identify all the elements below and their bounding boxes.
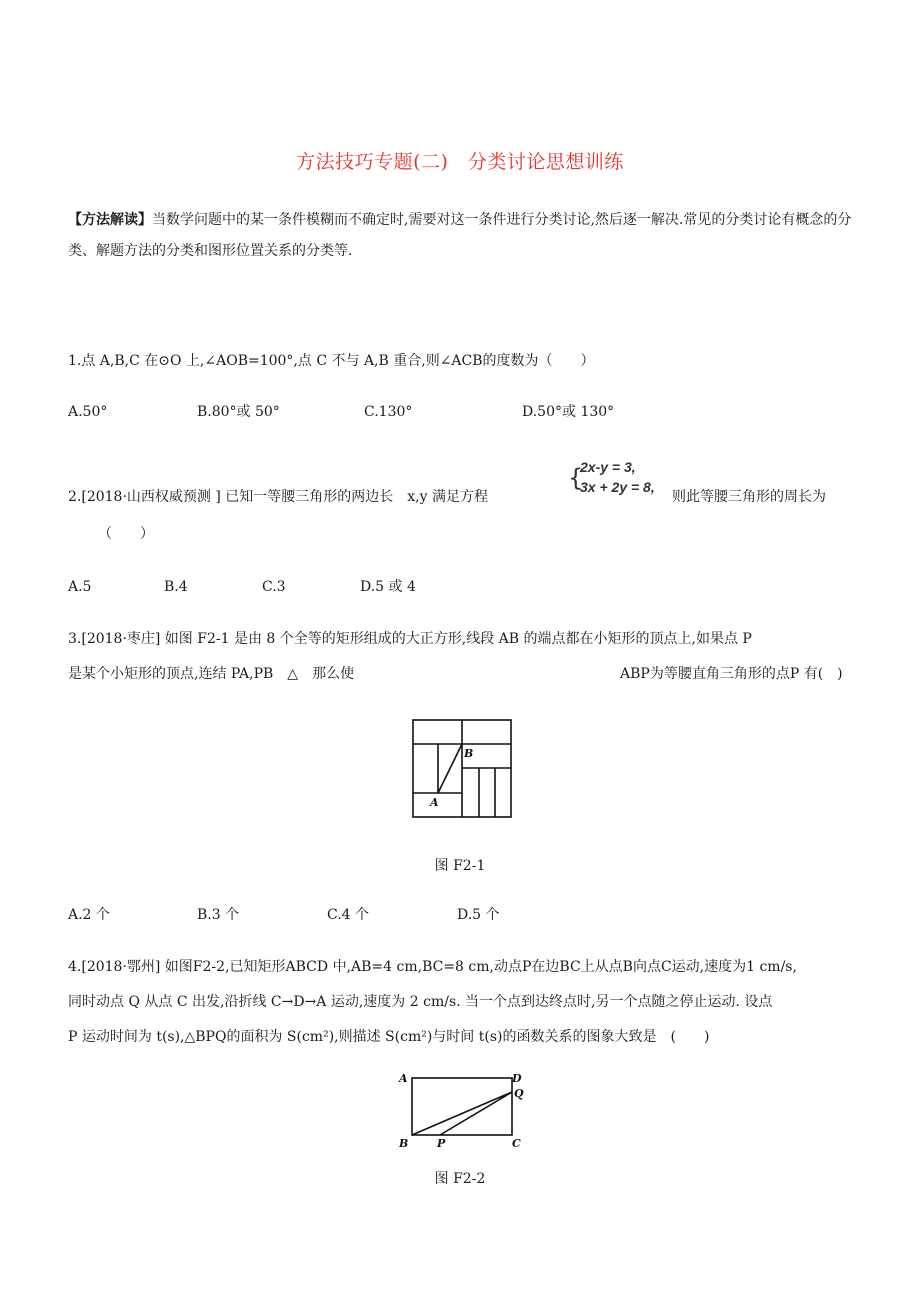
q2-option-c: C.3 xyxy=(262,579,286,595)
f2-2-label-q: Q xyxy=(514,1087,524,1100)
q1-stem: 1.点 A,B,C 在⊙O 上,∠AOB=100°,点 C 不与 A,B 重合,则∠ACB的度数为（ ） xyxy=(68,353,595,369)
f2-2-caption: 图 F2-2 xyxy=(434,1171,486,1187)
method-text: 当数学问题中的某一条件模糊而不确定时,需要对这一条件进行分类讨论,然后逐一解决.常见的分类讨论有概念的分类、解题方法的分类和图形位置关系的分类等. xyxy=(68,212,852,259)
method-paragraph xyxy=(68,205,858,267)
q3-line-2b: ABP为等腰直角三角形的点P 有( ) xyxy=(620,666,843,682)
segment-pq xyxy=(440,1092,512,1135)
q1-option-d: D.50°或 130° xyxy=(522,404,615,420)
q4-line-1: 4.[2018·鄂州] 如图F2-2,已知矩形ABCD 中,AB=4 cm,BC=8 cm,动点P在边BC上从点B向点C运动,速度为1 cm/s, xyxy=(68,959,797,975)
q2-option-a: A.5 xyxy=(68,579,92,595)
q2-brace: { xyxy=(568,464,584,492)
page-title: 方法技巧专题(二) 分类讨论思想训练 xyxy=(296,151,624,173)
f2-2-label-b: B xyxy=(399,1137,409,1148)
q2-stem-a: 2.[2018·山西权威预测 ] 已知一等腰三角形的两边长 x,y 满足方程 xyxy=(68,489,488,505)
figure-f2-1 xyxy=(408,714,518,824)
f2-2-label-c: C xyxy=(512,1137,521,1148)
q3-line-1: 3.[2018·枣庄] 如图 F2-1 是由 8 个全等的矩形组成的大正方形,线段 AB 的端点都在小矩形的顶点上,如果点 P xyxy=(68,631,752,647)
f2-1-caption: 图 F2-1 xyxy=(434,858,486,874)
q3-option-b: B.3 个 xyxy=(197,907,240,923)
f2-2-label-d: D xyxy=(512,1072,522,1085)
q2-equation-2: 3x + 2y = 8, xyxy=(580,479,655,495)
segment-bq xyxy=(412,1092,512,1135)
f2-1-label-b: B xyxy=(464,747,474,760)
q3-option-c: C.4 个 xyxy=(327,907,370,923)
q2-option-b: B.4 xyxy=(164,579,188,595)
q3-option-a: A.2 个 xyxy=(68,907,110,923)
method-label: 【方法解读】 xyxy=(68,212,152,228)
q4-line-2: 同时动点 Q 从点 C 出发,沿折线 C→D→A 运动,速度为 2 cm/s. 当一个点到达终点时,另一个点随之停止运动. 设点 xyxy=(68,994,773,1010)
q2-stem-b: 则此等腰三角形的周长为 xyxy=(672,489,826,505)
q1-option-b: B.80°或 50° xyxy=(197,404,280,420)
segment-ab xyxy=(438,744,462,793)
figure-f2-2 xyxy=(394,1068,534,1148)
f2-2-label-p: P xyxy=(437,1137,446,1148)
f2-1-label-a: A xyxy=(430,796,439,809)
q2-option-d: D.5 或 4 xyxy=(360,579,416,595)
q3-line-2a: 是某个小矩形的顶点,连结 PA,PB △ 那么使 xyxy=(68,666,355,682)
q1-option-c: C.130° xyxy=(364,404,413,420)
q1-option-a: A.50° xyxy=(68,404,108,420)
q3-option-d: D.5 个 xyxy=(457,907,500,923)
rectangle-abcd xyxy=(412,1078,512,1135)
q2-equation-1: 2x-y = 3, xyxy=(580,459,636,475)
q4-line-3: P 运动时间为 t(s),△BPQ的面积为 S(cm²),则描述 S(cm²)与时间 t(s)的函数关系的图象大致是 ( ) xyxy=(68,1029,710,1045)
f2-2-label-a: A xyxy=(399,1072,408,1085)
q2-answer-paren: （ ） xyxy=(98,526,154,542)
